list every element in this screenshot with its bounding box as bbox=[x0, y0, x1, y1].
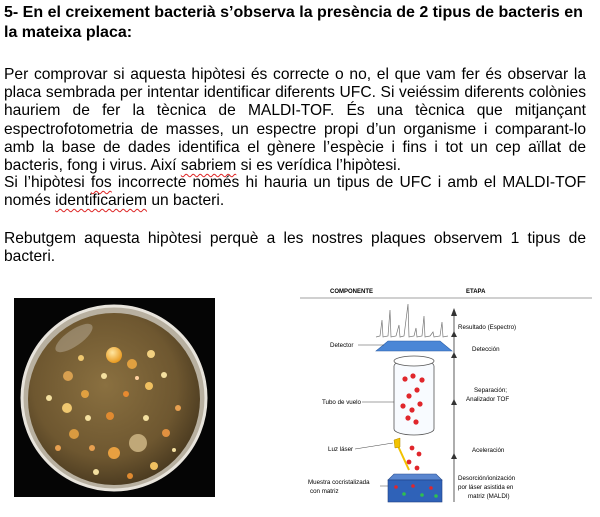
paragraph-conclusion: Rebutgem aquesta hipòtesi perquè a les nostres plaques observem 1 tipus de bacteri. bbox=[4, 230, 586, 266]
stage-separation: Separación; bbox=[474, 387, 508, 394]
detector-plate bbox=[376, 341, 452, 351]
stage-result: Resultado (Espectro) bbox=[458, 324, 517, 331]
stage-desorption-line3: matriz (MALDI) bbox=[468, 493, 510, 500]
paragraph-maldi-method bbox=[4, 66, 586, 175]
petri-dish-image bbox=[14, 298, 215, 497]
stage-axis-arrowhead bbox=[451, 308, 457, 316]
stage-detection: Detección bbox=[472, 346, 500, 353]
stage-acceleration: Aceleración bbox=[472, 447, 505, 454]
spectrum-result bbox=[376, 304, 448, 337]
paragraph-text: Si l’hipòtesi bbox=[4, 174, 91, 191]
column-header-stage: ETAPA bbox=[466, 289, 486, 295]
spellcheck-word: identificariem bbox=[55, 192, 148, 210]
flight-tube bbox=[394, 360, 434, 435]
paragraph-incorrect-hypothesis bbox=[4, 174, 586, 210]
spellcheck-word: fos bbox=[90, 174, 112, 191]
petri-dish-photo bbox=[14, 298, 215, 497]
pointer-line bbox=[355, 443, 393, 449]
spellcheck-word: sabriem bbox=[180, 157, 237, 175]
laser-beam bbox=[398, 446, 409, 470]
label-sample: Muestra cocristalizada bbox=[308, 479, 370, 486]
label-detector: Detector bbox=[330, 342, 354, 349]
sample-plate-top bbox=[388, 474, 442, 480]
paragraph-text: un bacteri. bbox=[147, 192, 225, 210]
section-heading: 5- En el creixement bacterià s’observa la presència de 2 tipus de bacteris en la mateixa placa: bbox=[4, 4, 583, 41]
label-sample-line2: con matriz bbox=[310, 488, 339, 495]
agar-surface bbox=[28, 313, 200, 485]
stage-desorption-line2: por láser asistida en bbox=[458, 484, 514, 491]
flight-tube-top bbox=[394, 356, 434, 366]
label-flight-tube: Tubo de vuelo bbox=[322, 399, 361, 406]
label-laser: Luz láser bbox=[328, 446, 354, 453]
stage-separation-line2: Analizador TOF bbox=[466, 396, 510, 403]
paragraph-text: Per comprovar si aquesta hipòtesi és correcte o no, el que vam fer és observar la placa sembrada per intentar identificar diferents UFC. Si veiéssim diferents colònies hauriem de fer la tècnica de MALDI-TOF. És una tècnica que mitjançant espectrofotometria de masses, un espectre propi d’un organisme i comparant-lo amb la base de dades identifica el gènere l’espècie i fins i tot un cep aïllat de bacteris, fong i virus. Així bbox=[4, 66, 586, 175]
maldi-tof-diagram bbox=[296, 280, 596, 512]
sample-plate bbox=[388, 480, 442, 502]
stage-desorption: Desorción/ionización bbox=[458, 475, 516, 482]
column-header-component: COMPONENTE bbox=[330, 289, 374, 295]
laser-source bbox=[394, 438, 400, 448]
paragraph-text: si es verídica l’hipòtesi. bbox=[236, 157, 401, 175]
paragraph-text: incorrecte només hi hauria un tipus de UFC i amb el MALDI-TOF només bbox=[4, 174, 586, 210]
